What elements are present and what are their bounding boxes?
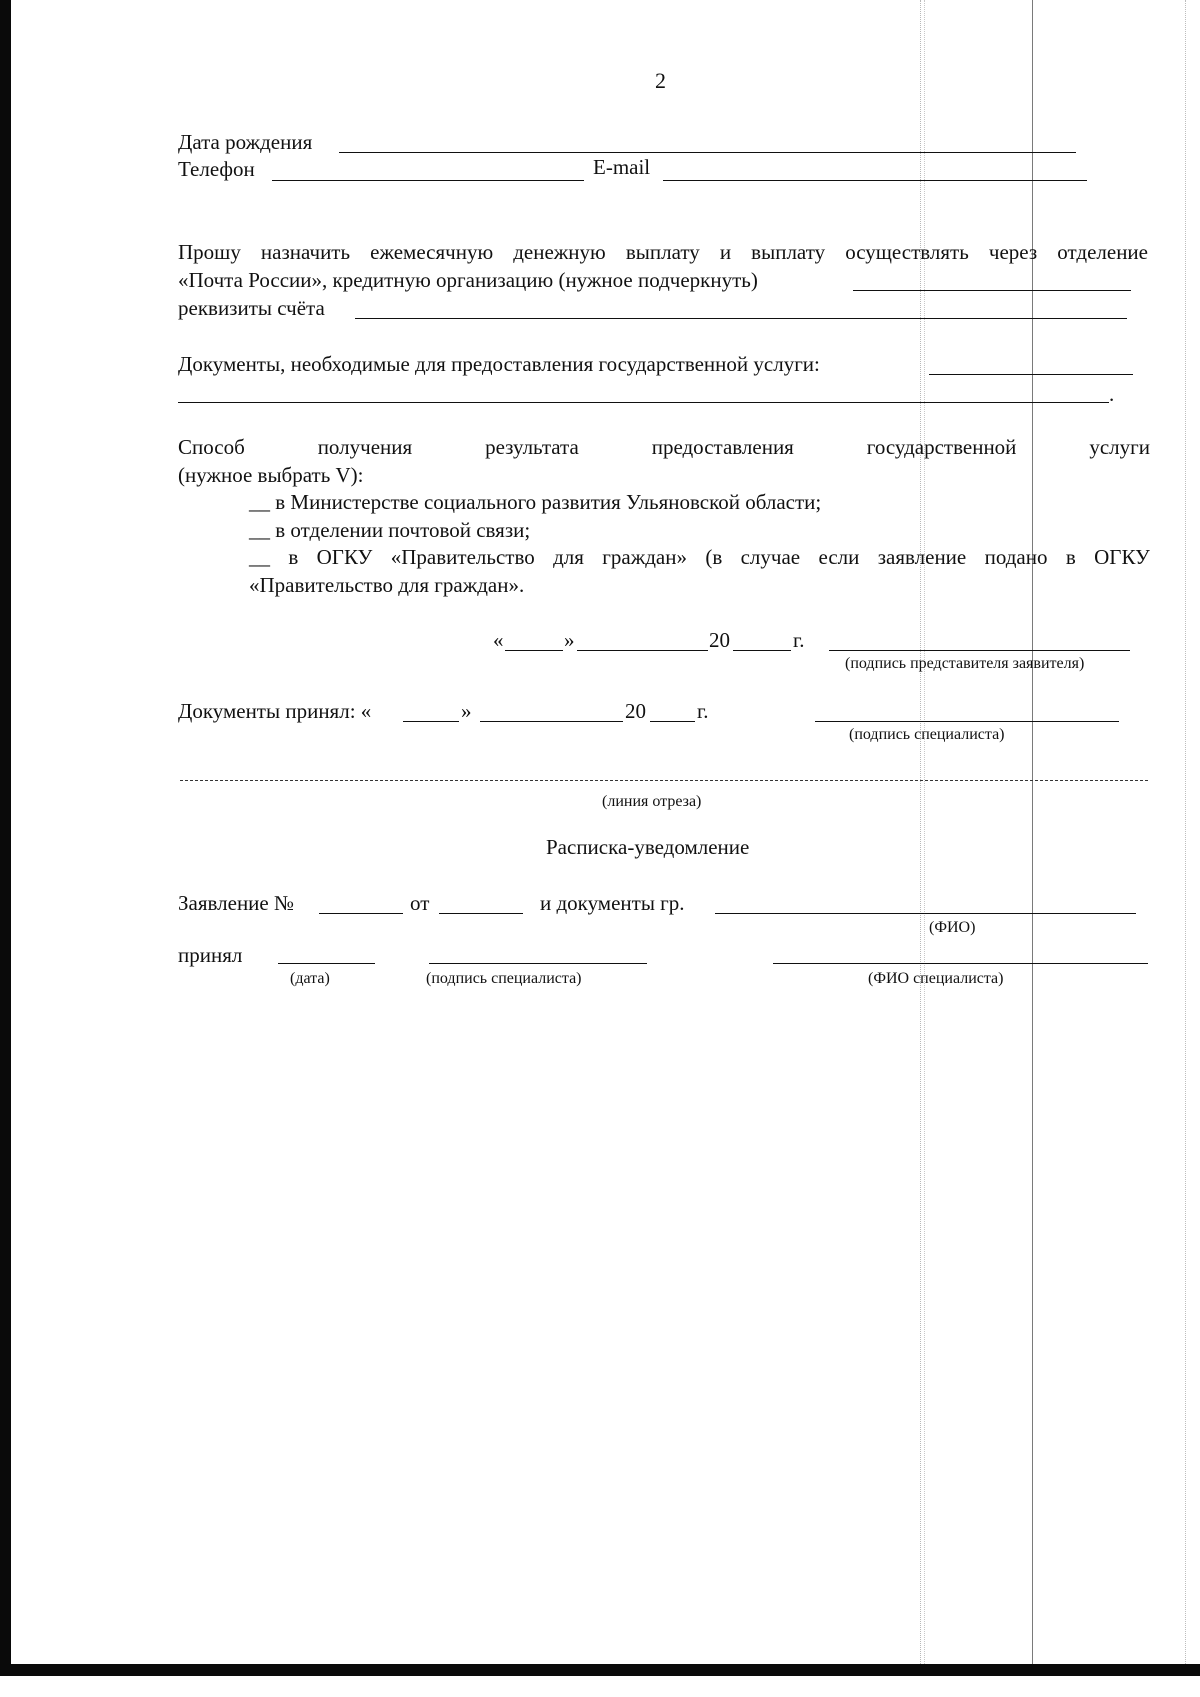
option-ogku-word: ОГКУ [316,545,373,569]
date-month-field[interactable] [577,650,708,651]
application-number-field[interactable] [319,913,403,914]
received-date-field[interactable] [278,963,375,964]
birth-date-field[interactable] [339,152,1076,153]
option-ogku-word: заявление [877,545,967,569]
date-day-field[interactable] [505,650,563,651]
cut-line-caption: (линия отреза) [602,793,702,810]
accepted-day-field[interactable] [403,721,459,722]
cut-line [180,780,1148,781]
account-details-field[interactable] [355,318,1127,319]
scan-border-left [0,0,11,1676]
date-century: 20 [709,628,730,652]
option-ogku-word: подано [984,545,1048,569]
received-specialist-signature-field[interactable] [429,963,647,964]
documents-citizen-label: и документы гр. [540,891,685,915]
date-year-field[interactable] [733,650,791,651]
documents-end-dot: . [1109,382,1115,406]
documents-label: Документы, необходимые для предоставления государственной услуги: [178,352,820,376]
phone-field[interactable] [272,180,584,181]
received-by-label: принял [178,943,243,967]
accepted-year-field[interactable] [650,721,695,722]
fio-caption: (ФИО) [929,919,976,936]
received-specialist-fio-caption: (ФИО специалиста) [868,970,1004,987]
option-ogku-word: __ [249,545,270,569]
receipt-title: Расписка-уведомление [546,835,750,859]
citizen-fio-field[interactable] [715,913,1136,914]
accepted-month-field[interactable] [480,721,623,722]
received-date-caption: (дата) [290,970,330,987]
scan-border-bottom [0,1664,1200,1676]
payment-method-field[interactable] [853,290,1131,291]
option-ogku-word: в [1065,545,1076,569]
application-number-label: Заявление № [178,891,295,915]
received-specialist-signature-caption: (подпись специалиста) [426,970,582,987]
method-word: государственной [866,435,1017,459]
option-ogku-word: если [818,545,860,569]
method-line-1 [178,437,1150,458]
accepted-year-suffix: г. [697,699,709,723]
option-ogku-word: граждан» [602,545,687,569]
option-ogku-line-2: «Правительство для граждан». [249,573,525,597]
account-details-label: реквизиты счёта [178,296,325,320]
accepted-label: Документы принял: « [178,699,372,723]
application-date-field[interactable] [439,913,523,914]
method-line-2: (нужное выбрать V): [178,463,364,487]
method-word: получения [317,435,413,459]
specialist-signature-field[interactable] [815,721,1119,722]
option-ogku-word: в [288,545,299,569]
date-close-quote: » [564,628,575,652]
representative-signature-field[interactable] [829,650,1130,651]
documents-field-2[interactable] [178,402,1109,403]
phone-label: Телефон [178,157,255,181]
date-year-suffix: г. [793,628,805,652]
option-ogku-word: для [553,545,584,569]
received-specialist-fio-field[interactable] [773,963,1148,964]
representative-signature-caption: (подпись представителя заявителя) [845,655,1085,672]
accepted-close-quote: » [461,699,472,723]
request-line-1: Прошу назначить ежемесячную денежную выплату и выплату осуществлять через отделение [178,240,1148,264]
accepted-century: 20 [625,699,646,723]
email-field[interactable] [663,180,1087,181]
birth-date-label: Дата рождения [178,130,313,154]
option-ogku-word: «Правительство [390,545,535,569]
option-ministry[interactable]: __ в Министерстве социального развития Ульяновской области; [249,490,822,514]
method-word: Способ [178,435,245,459]
method-word: услуги [1089,435,1150,459]
application-from-label: от [410,891,430,915]
date-open-quote: « [493,628,504,652]
method-word: предоставления [651,435,794,459]
email-label: E-mail [593,155,651,179]
option-ogku-word: ОГКУ [1094,545,1150,569]
specialist-signature-caption: (подпись специалиста) [849,726,1005,743]
option-ogku-word: (в [705,545,723,569]
option-ogku-word: случае [740,545,801,569]
method-word: результата [485,435,579,459]
option-post-office[interactable]: __ в отделении почтовой связи; [249,518,531,542]
scan-streak [1185,0,1186,1664]
request-line-2: «Почта России», кредитную организацию (нужное подчеркнуть) [178,268,758,292]
option-ogku[interactable] [249,547,1150,568]
documents-field-1[interactable] [929,374,1133,375]
page-number: 2 [655,68,666,93]
